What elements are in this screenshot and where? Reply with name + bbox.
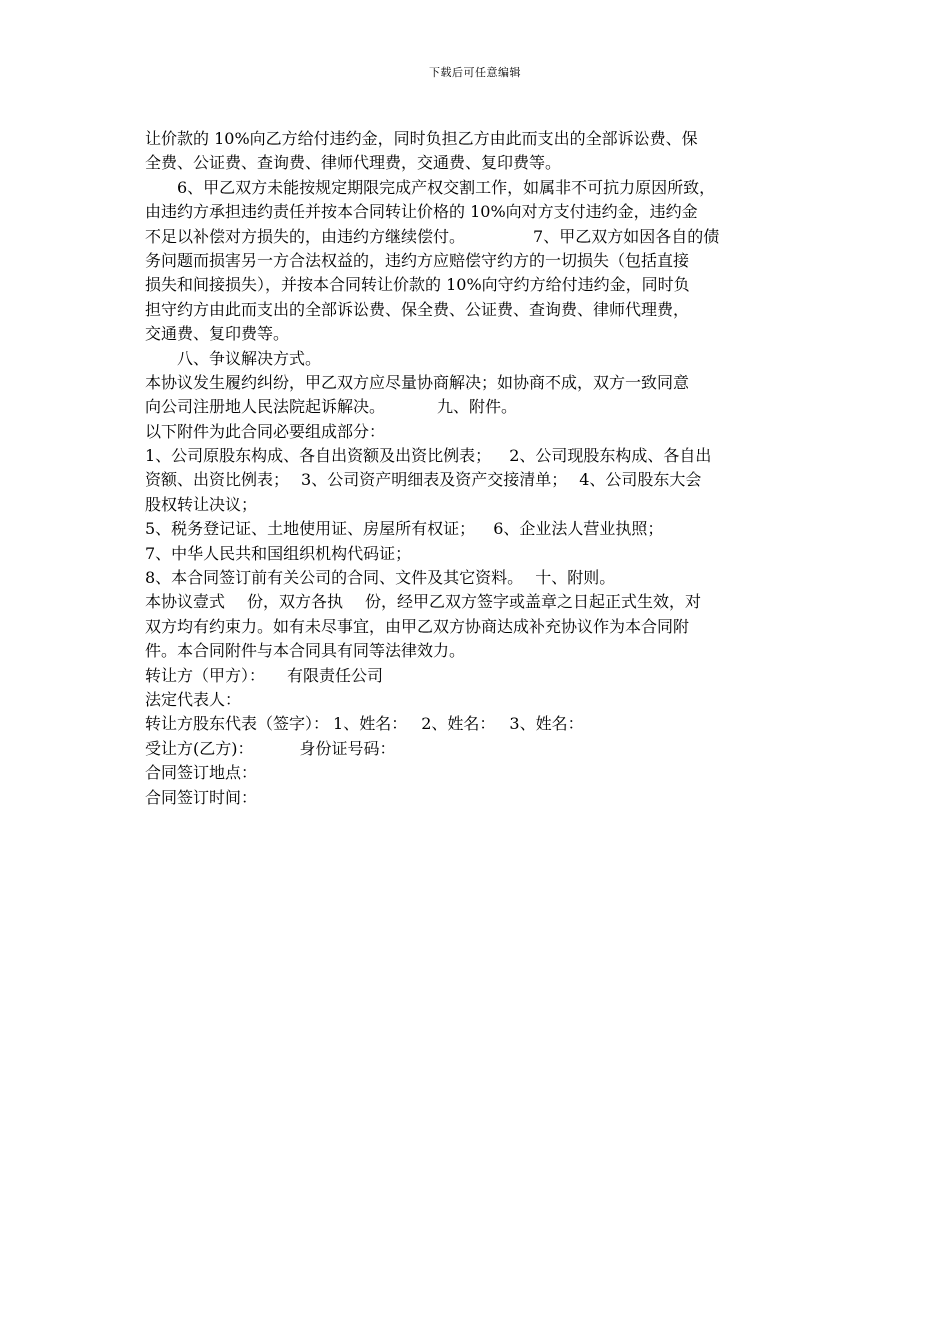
text-fragment: 1、姓名： — [333, 714, 408, 734]
text-line — [145, 225, 815, 249]
section-heading: 八、争议解决方式。 — [177, 348, 322, 368]
text-fragment: 向公司注册地人民法院起诉解决。 — [145, 397, 386, 417]
text-fragment: 份，双方各执 — [247, 592, 344, 612]
contract-body — [145, 127, 815, 810]
text-line: 让价款的 10%向乙方给付违约金，同时负担乙方由此而支出的全部诉讼费、保 — [145, 129, 698, 148]
signing-time-line: 合同签订时间： — [145, 787, 258, 807]
section-heading: 九、附件。 — [437, 397, 518, 417]
text-line: 损失和间接损失），并按本合同转让价款的 10%向守约方给付违约金，同时负 — [145, 275, 690, 295]
text-fragment: 本协议壹式 — [145, 592, 226, 612]
text-line: 6、甲乙双方未能按规定期限完成产权交割工作，如属非不可抗力原因所致， — [177, 177, 716, 197]
section-heading: 十、附则。 — [535, 568, 616, 588]
text-fragment: 4、公司股东大会 — [579, 470, 702, 490]
signing-place-line: 合同签订地点： — [145, 763, 258, 783]
page-header-note: 下载后可任意编辑 — [429, 66, 521, 79]
text-fragment: 受让方(乙方)： — [145, 738, 254, 758]
signature-line-shareholders — [145, 712, 815, 736]
text-fragment: 转让方股东代表（签字）： — [145, 714, 330, 734]
text-line: 交通费、复印费等。 — [145, 324, 290, 344]
text-line: 担守约方由此而支出的全部诉讼费、保全费、公证费、查询费、律师代理费， — [145, 299, 690, 319]
signature-line-transferor — [145, 664, 815, 688]
text-fragment: 3、公司资产明细表及资产交接清单； — [301, 470, 568, 490]
text-line: 务问题而损害另一方合法权益的，违约方应赔偿守约方的一切损失（包括直接 — [145, 250, 690, 270]
text-fragment: 2、公司现股东构成、各自出 — [509, 446, 712, 466]
text-line: 以下附件为此合同必要组成部分： — [145, 421, 386, 441]
text-line — [145, 395, 815, 419]
text-line — [145, 517, 815, 541]
text-fragment: 份，经甲乙双方签字或盖章之日起正式生效，对 — [365, 592, 702, 612]
text-fragment: 6、企业法人营业执照； — [493, 519, 664, 539]
text-fragment: 8、本合同签订前有关公司的合同、文件及其它资料。 — [145, 568, 524, 588]
text-fragment: 转让方（甲方）： — [145, 665, 266, 685]
text-fragment: 3、姓名： — [509, 714, 584, 734]
text-fragment: 1、公司原股东构成、各自出资额及出资比例表； — [145, 446, 492, 466]
text-line — [145, 590, 815, 614]
text-fragment: 不足以补偿对方损失的，由违约方继续偿付。 — [145, 226, 466, 246]
text-line — [145, 566, 815, 590]
text-line: 本协议发生履约纠纷，甲乙双方应尽量协商解决；如协商不成，双方一致同意 — [145, 372, 690, 392]
text-fragment: 2、姓名： — [421, 714, 496, 734]
text-fragment: 5、税务登记证、土地使用证、房屋所有权证； — [145, 519, 476, 539]
text-line: 7、中华人民共和国组织机构代码证； — [145, 543, 412, 563]
signature-line-legal-rep: 法定代表人： — [145, 689, 242, 709]
text-fragment: 资额、出资比例表； — [145, 470, 290, 490]
text-line: 全费、公证费、查询费、律师代理费，交通费、复印费等。 — [145, 153, 562, 173]
text-fragment: 有限责任公司 — [287, 665, 384, 685]
text-line — [145, 444, 815, 468]
text-fragment: 身份证号码： — [299, 738, 396, 758]
text-line: 双方均有约束力。如有未尽事宜，由甲乙双方协商达成补充协议作为本合同附 — [145, 616, 690, 636]
text-line — [145, 468, 815, 492]
text-line: 股权转让决议； — [145, 494, 258, 514]
text-fragment: 7、甲乙双方如因各自的债 — [533, 226, 720, 246]
text-line: 件。本合同附件与本合同具有同等法律效力。 — [145, 641, 466, 661]
text-line: 由违约方承担违约责任并按本合同转让价格的 10%向对方支付违约金，违约金 — [145, 202, 698, 222]
signature-line-transferee — [145, 737, 815, 761]
